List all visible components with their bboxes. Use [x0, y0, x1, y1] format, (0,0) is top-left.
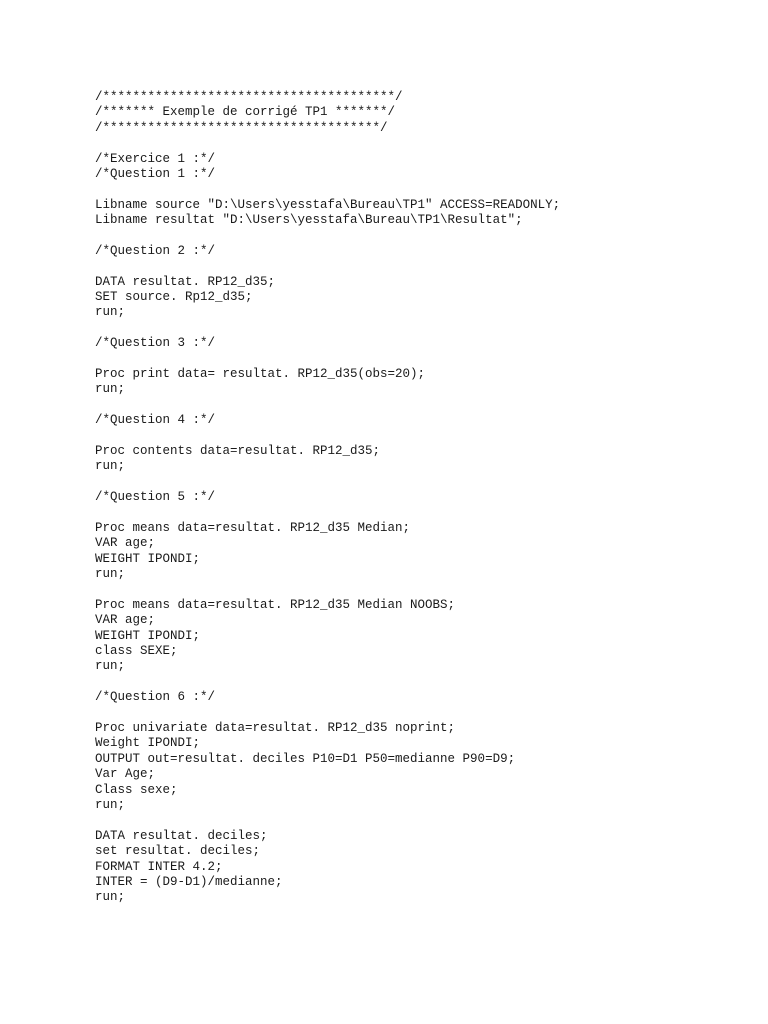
sas-code-block — [95, 90, 560, 906]
code-line: run; — [95, 890, 126, 905]
code-line: run; — [95, 567, 126, 582]
code-line: Proc print data= resultat. RP12_d35(obs=20); — [95, 367, 426, 382]
code-line — [95, 259, 560, 274]
code-line: FORMAT INTER 4.2; — [95, 859, 223, 874]
code-line: Proc means data=resultat. RP12_d35 Median NOOBS; — [95, 597, 456, 612]
code-line: /*Question 3 :*/ — [95, 336, 216, 351]
code-line: SET source. Rp12_d35; — [95, 290, 253, 305]
code-line: Weight IPONDI; — [95, 736, 201, 751]
code-line: Libname resultat "D:\Users\yesstafa\Bureau\TP1\Resultat"; — [95, 213, 523, 228]
code-line — [95, 182, 560, 197]
code-line: /*Question 5 :*/ — [95, 490, 216, 505]
code-line: VAR age; — [95, 536, 156, 551]
code-line: DATA resultat. RP12_d35; — [95, 274, 276, 289]
code-line — [95, 429, 560, 444]
code-line: OUTPUT out=resultat. deciles P10=D1 P50=medianne P90=D9; — [95, 751, 516, 766]
code-line: Proc means data=resultat. RP12_d35 Median; — [95, 520, 411, 535]
code-line: Var Age; — [95, 767, 156, 782]
code-line: WEIGHT IPONDI; — [95, 628, 201, 643]
code-line — [95, 398, 560, 413]
code-line: /*Question 1 :*/ — [95, 166, 216, 181]
code-line: WEIGHT IPONDI; — [95, 551, 201, 566]
code-line — [95, 706, 560, 721]
code-line — [95, 136, 560, 151]
code-line: /*Question 6 :*/ — [95, 690, 216, 705]
code-line — [95, 813, 560, 828]
code-line: Proc univariate data=resultat. RP12_d35 noprint; — [95, 721, 456, 736]
code-line — [95, 506, 560, 521]
code-line: class SEXE; — [95, 644, 178, 659]
code-line: INTER = (D9-D1)/medianne; — [95, 874, 283, 889]
code-line — [95, 583, 560, 598]
code-line — [95, 675, 560, 690]
code-line: Libname source "D:\Users\yesstafa\Bureau\TP1" ACCESS=READONLY; — [95, 197, 561, 212]
code-line: /*Question 4 :*/ — [95, 413, 216, 428]
code-line: /***************************************/ — [95, 90, 403, 104]
code-line — [95, 352, 560, 367]
code-line: run; — [95, 305, 126, 320]
code-line: run; — [95, 459, 126, 474]
code-line: run; — [95, 659, 126, 674]
code-line: VAR age; — [95, 613, 156, 628]
code-line — [95, 475, 560, 490]
code-line: DATA resultat. deciles; — [95, 828, 268, 843]
code-line: /*Exercice 1 :*/ — [95, 151, 216, 166]
code-line: /*Question 2 :*/ — [95, 243, 216, 258]
code-line — [95, 321, 560, 336]
code-line: Proc contents data=resultat. RP12_d35; — [95, 443, 381, 458]
code-line: set resultat. deciles; — [95, 844, 261, 859]
code-line: run; — [95, 797, 126, 812]
code-line: /******* Exemple de corrigé TP1 *******/ — [95, 105, 396, 120]
code-line — [95, 229, 560, 244]
code-line: Class sexe; — [95, 782, 178, 797]
code-line: /*************************************/ — [95, 120, 388, 135]
code-line: run; — [95, 382, 126, 397]
